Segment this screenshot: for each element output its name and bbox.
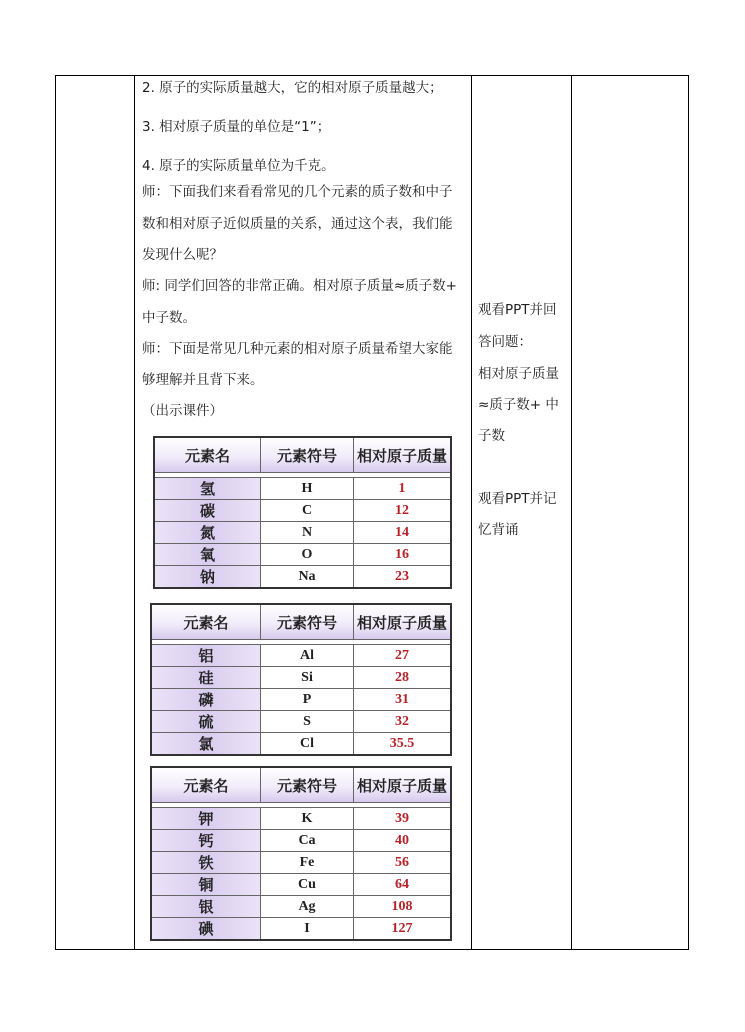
element-table-3 — [150, 766, 452, 941]
text-line-6: 发现什么呢？ — [142, 247, 223, 263]
atomic-mass: 40 — [354, 830, 452, 852]
atomic-mass: 56 — [354, 852, 452, 874]
table-row — [151, 645, 451, 667]
text-line-7: 师: 同学们回答的非常正确。相对原子质量≈质子数+ — [142, 278, 457, 294]
atomic-mass: 16 — [354, 544, 452, 566]
element-symbol: I — [261, 918, 354, 941]
atomic-mass: 31 — [354, 689, 452, 711]
header-element-symbol: 元素符号 — [261, 767, 354, 803]
text-line-4: 师：下面我们来看看常见的几个元素的质子数和中子 — [142, 184, 453, 200]
column-divider-3 — [571, 75, 572, 950]
element-symbol: K — [261, 808, 354, 830]
text-line-5: 数和相对原子近似质量的关系，通过这个表，我们能 — [142, 216, 453, 232]
element-symbol: O — [261, 544, 354, 566]
table-row — [151, 667, 451, 689]
element-symbol: Na — [261, 566, 354, 589]
table-row — [151, 852, 451, 874]
element-symbol: C — [261, 500, 354, 522]
table-row — [151, 689, 451, 711]
text-line-1: 2. 原子的实际质量越大，它的相对原子质量越大； — [142, 80, 443, 96]
element-name: 硫 — [151, 711, 261, 733]
element-symbol: P — [261, 689, 354, 711]
student-text-1: 观看PPT并回 — [478, 302, 557, 318]
atomic-mass: 32 — [354, 711, 452, 733]
element-name: 碳 — [154, 500, 261, 522]
element-symbol: S — [261, 711, 354, 733]
table-row — [151, 711, 451, 733]
element-name: 铝 — [151, 645, 261, 667]
table-row — [154, 566, 451, 589]
text-line-3: 4. 原子的实际质量单位为千克。 — [142, 158, 335, 174]
text-line-10: 够理解并且背下来。 — [142, 372, 264, 388]
student-text-2: 答问题： — [478, 334, 532, 350]
element-name: 银 — [151, 896, 261, 918]
header-element-symbol: 元素符号 — [261, 604, 354, 640]
student-text-3: 相对原子质量 — [478, 366, 559, 382]
text-line-2: 3. 相对原子质量的单位是“1”； — [142, 119, 331, 135]
table-header-row — [151, 767, 451, 803]
element-table-1 — [153, 436, 452, 589]
table-row — [154, 500, 451, 522]
element-name: 磷 — [151, 689, 261, 711]
table-header-row — [154, 437, 451, 473]
element-symbol: Cl — [261, 733, 354, 756]
atomic-mass: 27 — [354, 645, 452, 667]
atomic-mass: 23 — [354, 566, 452, 589]
student-text-6: 观看PPT并记 — [478, 491, 557, 507]
header-element-symbol: 元素符号 — [261, 437, 354, 473]
header-atomic-mass: 相对原子质量 — [354, 437, 452, 473]
element-name: 铁 — [151, 852, 261, 874]
element-name: 碘 — [151, 918, 261, 941]
element-name: 氧 — [154, 544, 261, 566]
element-symbol: H — [261, 478, 354, 500]
header-element-name: 元素名 — [151, 767, 261, 803]
student-text-4: ≈质子数+ 中 — [478, 397, 559, 413]
table-row — [154, 478, 451, 500]
element-name: 氮 — [154, 522, 261, 544]
element-symbol: Fe — [261, 852, 354, 874]
atomic-mass: 39 — [354, 808, 452, 830]
table-header-row — [151, 604, 451, 640]
table-row — [151, 808, 451, 830]
header-element-name: 元素名 — [154, 437, 261, 473]
text-line-8: 中子数。 — [142, 310, 196, 326]
header-atomic-mass: 相对原子质量 — [354, 767, 452, 803]
header-element-name: 元素名 — [151, 604, 261, 640]
atomic-mass: 127 — [354, 918, 452, 941]
table-row — [154, 522, 451, 544]
element-name: 钾 — [151, 808, 261, 830]
atomic-mass: 64 — [354, 874, 452, 896]
atomic-mass: 12 — [354, 500, 452, 522]
table-row — [151, 896, 451, 918]
atomic-mass: 108 — [354, 896, 452, 918]
header-atomic-mass: 相对原子质量 — [354, 604, 452, 640]
element-symbol: Ca — [261, 830, 354, 852]
atomic-mass: 1 — [354, 478, 452, 500]
table-row — [151, 733, 451, 756]
element-name: 氯 — [151, 733, 261, 756]
column-divider-1 — [134, 75, 135, 950]
element-name: 氢 — [154, 478, 261, 500]
student-text-5: 子数 — [478, 428, 505, 444]
table-row — [151, 830, 451, 852]
student-text-7: 忆背诵 — [478, 522, 519, 538]
element-symbol: Si — [261, 667, 354, 689]
atomic-mass: 28 — [354, 667, 452, 689]
element-name: 钙 — [151, 830, 261, 852]
element-table-2 — [150, 603, 452, 756]
column-divider-2 — [471, 75, 472, 950]
text-line-11: （出示课件） — [142, 403, 223, 419]
table-row — [154, 544, 451, 566]
element-name: 硅 — [151, 667, 261, 689]
element-symbol: Al — [261, 645, 354, 667]
text-line-9: 师：下面是常见几种元素的相对原子质量希望大家能 — [142, 341, 453, 357]
table-row — [151, 874, 451, 896]
element-symbol: Ag — [261, 896, 354, 918]
atomic-mass: 14 — [354, 522, 452, 544]
element-symbol: Cu — [261, 874, 354, 896]
atomic-mass: 35.5 — [354, 733, 452, 756]
table-row — [151, 918, 451, 941]
element-symbol: N — [261, 522, 354, 544]
element-name: 铜 — [151, 874, 261, 896]
element-name: 钠 — [154, 566, 261, 589]
